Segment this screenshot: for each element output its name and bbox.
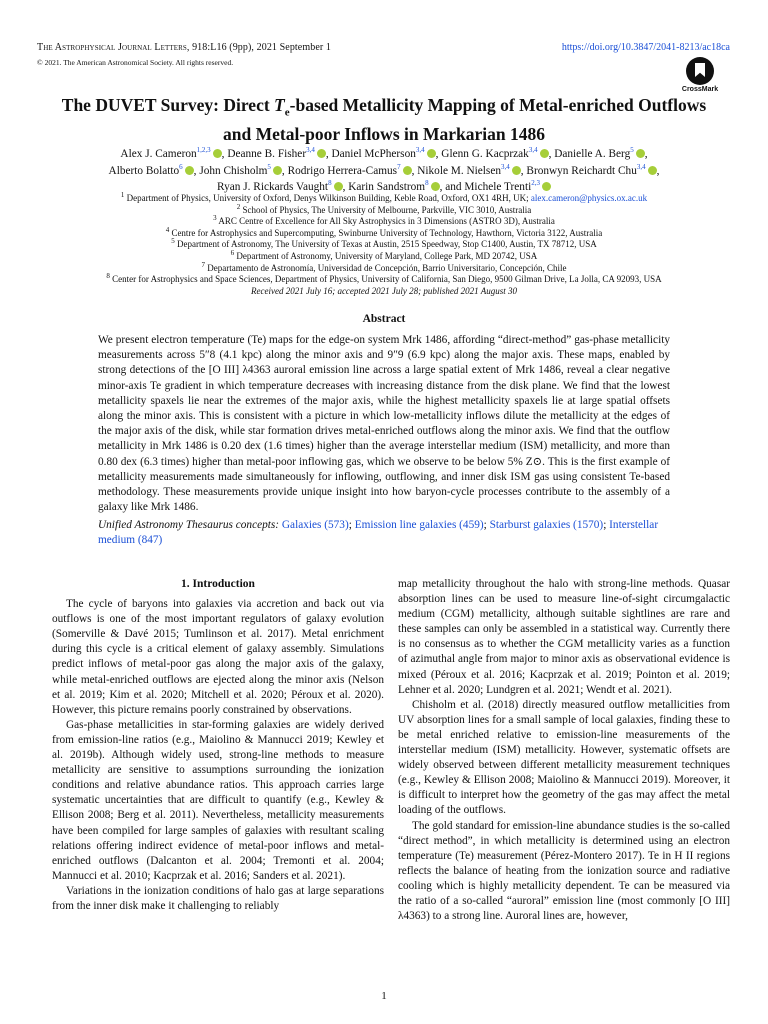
copyright: © 2021. The American Astronomical Society. All rights reserved. (37, 58, 234, 67)
affiliation-marker: 2,3 (531, 179, 540, 188)
doi-link[interactable]: https://doi.org/10.3847/2041-8213/ac18ca (561, 42, 730, 53)
orcid-icon[interactable] (542, 182, 551, 191)
author-name: Bronwyn Reichardt Chu (526, 164, 637, 177)
affiliation-marker: 3,4 (636, 162, 646, 171)
affiliation-marker: 6 (179, 162, 183, 171)
section-heading: 1. Introduction (181, 578, 255, 590)
abstract-heading: Abstract (362, 313, 406, 325)
author-name: Alex J. Cameron (120, 148, 197, 160)
orcid-icon[interactable] (403, 166, 412, 175)
uat-concepts: Unified Astronomy Thesaurus concepts: Galaxies (573); Emission line galaxies (459); Starburst galaxies (1570); Interstellar medium (847) (98, 519, 659, 547)
author-line: Ryan J. Rickards Vaught$^8$ , Karin Sandstrom$^8$ , and Michele Trenti$^{2,3}$ (40, 179, 728, 196)
affiliation: $^8$ Center for Astrophysics and Space Sciences, Department of Physics, University of California, San Diego, 9500 Gilman Drive, La Jolla, CA 92093, USA (106, 272, 662, 285)
page-number: 1 (381, 990, 387, 1002)
paragraph: map metallicity throughout the halo with strong-line methods. Quasar absorption lines can be used to measure line-of-sight circumgalactic medium (CGM) metallicity, although suitable sightlines are rare and these samples can only be assembled in a statistical way. Currently there is no consensus as to whether the CGM metallicity varies as a function of azimuthal angle from major to minor axis as observational evidence is mixed (Péroux et al. 2016; Kacprzak et al. 2019; Pointon et al. 2019; Lehner et al. 2020; Lundgren et al. 2021; Wendt et al. 2021). (398, 578, 730, 696)
uat-concept-link[interactable]: Galaxies (573) (281, 519, 349, 531)
author-list (40, 146, 728, 196)
affiliation-marker: 7 (397, 162, 401, 171)
orcid-icon[interactable] (540, 149, 549, 158)
affiliation-marker: 3,4 (501, 162, 510, 171)
affiliation-marker: 3,4 (415, 146, 425, 155)
bookmark-icon (686, 57, 714, 85)
author-name: Glenn G. Kacprzak (441, 148, 529, 160)
author-name: John Chisholm (199, 164, 268, 177)
journal-citation (37, 42, 331, 53)
author-name: Karin Sandstrom (348, 181, 426, 193)
paragraph: Variations in the ionization conditions of halo gas at large separations from the inner disk make it challenging to reliably (52, 884, 384, 912)
uat-concept-link[interactable]: Interstellar medium (847) (98, 519, 659, 547)
right-column (398, 577, 730, 924)
author-name: Daniel McPherson (331, 148, 416, 160)
abstract-text: We present electron temperature (Te) maps for the edge-on system Mrk 1486, affording “direct-method” gas-phase metallicity measurements across 5″8 (4.1 kpc) along the minor axis and 9″9 (6.9 kpc) along the major axis. These maps, enabled by strong detections of the [O III] λ4363 auroral emission line across a large spatial extent of Mrk 1486, reveal a clear negative minor-axis Te gradient in which temperature decreases with increasing distance from the disk plane. We find that the lowest metallicity spaxels lie near the extremes of the major axis, while the highest metallicity spaxels lie at large spatial offsets along the minor axis. This is consistent with a picture in which low-metallicity inflows dilute the metallicity at the edges of the major axis of the disk, while star formation drives metal-enriched outflows along the minor axis. We find that the outflow metallicity in Mrk 1486 is 0.20 dex (1.6 times) higher than the average interstellar medium (ISM) metallicity, and more than 0.80 dex (6.3 times) higher than metal-poor inflowing gas, which we observe to be below 5% Z⊙. This is the first example of metallicity measurements made simultaneously for inflowing, outflowing, and inner disk ISM gas using consistent Te-based methodology. These measurements provide unique insight into how baryon-cycle processes contribute to the assembly of a galaxy like Mrk 1486. (98, 334, 670, 514)
affiliation-marker: 8 (425, 179, 429, 188)
received-dates: Received 2021 July 16; accepted 2021 July 28; published 2021 August 30 (250, 285, 517, 296)
affiliation-marker: 5 (267, 162, 271, 171)
paragraph: The gold standard for emission-line abundance studies is the so-called “direct method”, in which metallicity is determined using an electron temperature (Te) measurement (Pérez-Montero 2017). Te in H II regions reflects the balance of heating from the ionization source and radiative cooling which is highly metallicity dependent. Te can be measured via the ratio of a so-called “auroral” emission line (most commonly [O III] λ4363) to a strong line. Auroral lines are, however, (398, 819, 730, 923)
author-name: Ryan J. Rickards Vaught (217, 181, 329, 193)
author-line: Alberto Bolatto$^6$ , John Chisholm$^5$ , Rodrigo Herrera-Camus$^7$ , Nikole M. Nielsen$^{3,4}$ , Bronwyn Reichardt Chu$^{3,4}$ , (108, 162, 660, 177)
paragraph: Gas-phase metallicities in star-forming galaxies are widely derived from emission-line ratios (e.g., Maiolino & Mannucci 2019; Kewley et al. 2019b). Although widely used, strong-line methods to measure metallicity are sensitive to assumptions surrounding the ionization conditions and relative abundance ratios. This approach carries large systematic uncertainties that are difficult to quantify (e.g., Kewley & Ellison 2008; Berg et al. 2011). Nevertheless, metallicity measurements have been compiled for large samples of galaxies with resultant scaling relations offering indirect evidence of metal-poor inflows and metal-enriched outflows (Dalcanton et al. 2004; Tremonti et al. 2004; Mannucci et al. 2010; Kacprzak et al. 2016; Sanders et al. 2021). (52, 718, 384, 882)
affiliation-marker: 3,4 (306, 146, 315, 155)
uat-concept-link[interactable]: Emission line galaxies (459) (354, 519, 484, 531)
affiliations (30, 193, 738, 297)
orcid-icon[interactable] (427, 149, 436, 158)
orcid-icon[interactable] (213, 149, 222, 158)
author-line: Alex J. Cameron$^{1,2,3}$ , Deanne B. Fisher$^{3,4}$ , Daniel McPherson$^{3,4}$ , Glenn G. Kacprzak$^{3,4}$ , Danielle A. Berg$^5$ , (120, 146, 648, 160)
orcid-icon[interactable] (648, 166, 657, 175)
crossmark-badge[interactable] (679, 57, 721, 93)
affiliation: $^4$ Centre for Astrophysics and Supercomputing, Swinburne University of Technology, Hawthorn, Victoria 3122, Australia (165, 225, 603, 238)
paragraph: Chisholm et al. (2018) directly measured outflow metallicities from UV absorption lines for a small sample of local galaxies, finding these to be metal enriched relative to emission-line measurements of the interstellar medium (ISM) metallicity. However, systematic offsets are widely observed between different metallicity measurement techniques (e.g., Kewley & Ellison 2008; Maiolino & Mannucci 2019). Moreover, it is difficult to interpret how the geometry of the gas may affect the metal loading of the outflows. (398, 698, 730, 817)
affiliation-marker: 8 (328, 179, 332, 188)
orcid-icon[interactable] (317, 149, 326, 158)
affiliation-marker: 3,4 (528, 146, 538, 155)
affiliation: $^2$ School of Physics, The University of Melbourne, Parkville, VIC 3010, Australia (236, 202, 532, 215)
affiliation: $^5$ Department of Astronomy, The University of Texas at Austin, 2515 Speedway, Stop C1400, Austin, TX 78712, USA (171, 237, 597, 250)
author-name: Alberto Bolatto (108, 164, 180, 177)
orcid-icon[interactable] (334, 182, 343, 191)
orcid-icon[interactable] (185, 166, 194, 175)
orcid-icon[interactable] (636, 149, 645, 158)
uat-concept-link[interactable]: Starburst galaxies (1570) (489, 519, 604, 531)
email-link[interactable]: alex.cameron@physics.ox.ac.uk (528, 193, 648, 203)
author-name: Danielle A. Berg (554, 148, 631, 160)
orcid-icon[interactable] (431, 182, 440, 191)
affiliation: $^1$ Department of Physics, University of Oxford, Denys Wilkinson Building, Keble Road, Oxford, OX1 4RH, UK; alex.cameron@physics.ox.ac.uk (120, 191, 648, 203)
journal-name: The Astrophysical Journal Letters, (37, 42, 190, 53)
affiliation-marker: 1,2,3 (196, 146, 211, 155)
author-name: Nikole M. Nielsen (417, 164, 501, 177)
author-name: Deanne B. Fisher (227, 148, 307, 160)
orcid-icon[interactable] (512, 166, 521, 175)
affiliation-marker: 5 (630, 146, 634, 155)
citation: 918:L16 (9pp), 2021 September 1 (192, 42, 331, 53)
paper-title: The DUVET Survey: Direct $T_e$-based Metallicity Mapping of Metal-enriched Outflows and Metal-poor Inflows in Markarian 1486 (61, 95, 707, 144)
author-name: and Michele Trenti (445, 181, 532, 193)
orcid-icon[interactable] (273, 166, 282, 175)
affiliation: $^7$ Departamento de Astronomía, Universidad de Concepción, Barrio Universitario, Concepción, Chile (201, 260, 567, 273)
affiliation: $^3$ ARC Centre of Excellence for All Sky Astrophysics in 3 Dimensions (ASTRO 3D), Australia (213, 214, 555, 227)
uat-label: Unified Astronomy Thesaurus concepts: (98, 519, 280, 531)
affiliation: $^6$ Department of Astronomy, University of Maryland, College Park, MD 20742, USA (230, 248, 538, 261)
crossmark-label: CrossMark (681, 86, 719, 93)
paragraph: The cycle of baryons into galaxies via accretion and back out via outflows is one of the most important regulators of galaxy evolution (Somerville & Davé 2015; Tumlinson et al. 2017). Metal enrichment during this cycle is a critical element of galaxy assembly. Simulations predict inflows of metal-poor gas along the major axis of the galaxy, while metal-enriched outflows are ejected along the minor axis (Nelson et al. 2019; Kim et al. 2020; Mitchell et al. 2020; Péroux et al. 2020). However, this picture remains poorly constrained by observations. (52, 598, 384, 716)
left-column (52, 577, 384, 914)
author-name: Rodrigo Herrera-Camus (287, 164, 398, 177)
